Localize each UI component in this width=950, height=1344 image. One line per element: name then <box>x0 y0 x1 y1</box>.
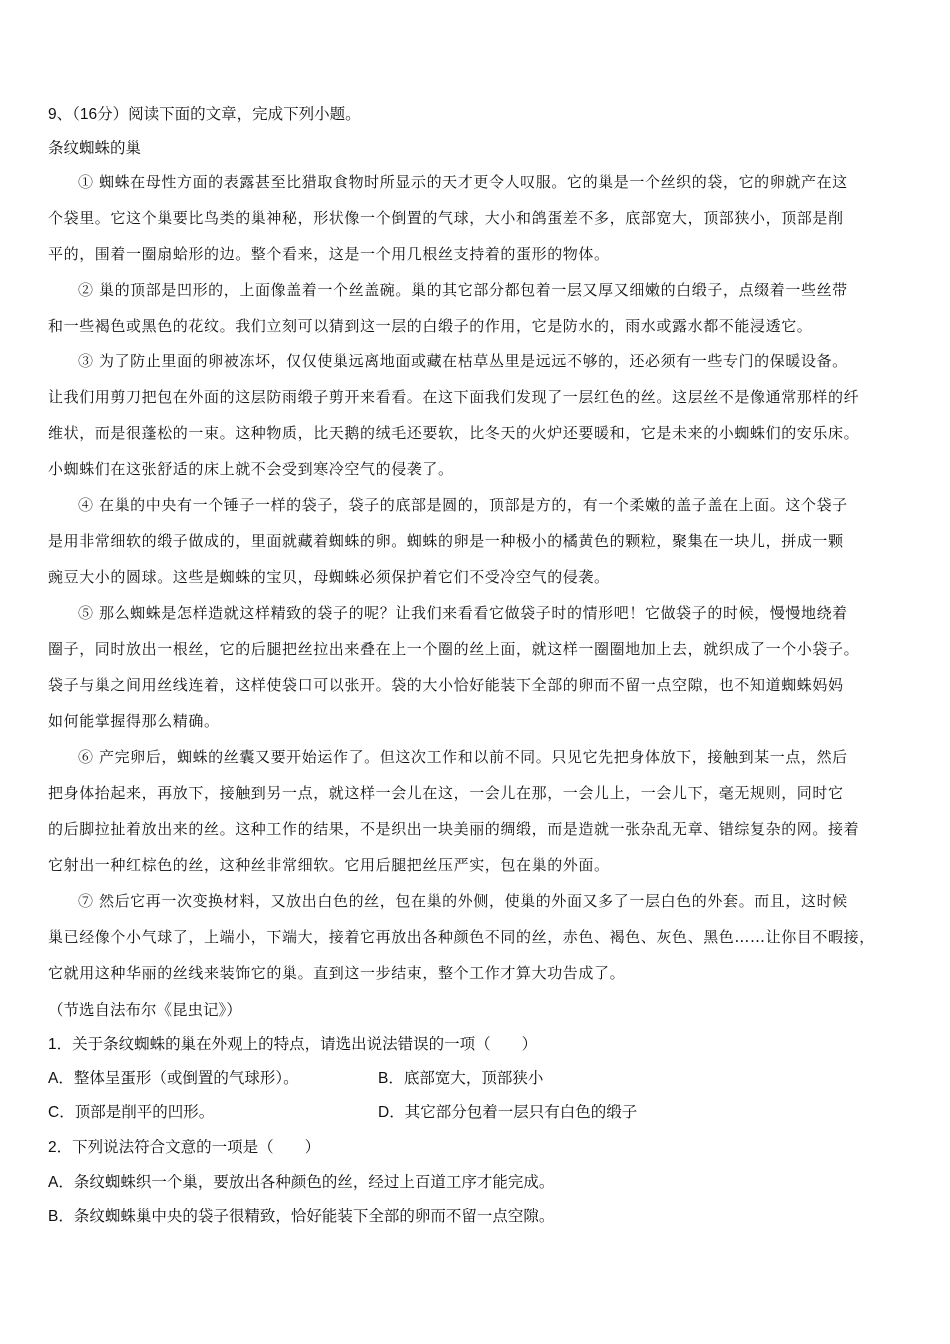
article-line: 和一些褐色或黑色的花纹。我们立刻可以猜到这一层的白缎子的作用，它是防水的，雨水或露水都不能浸透它。 <box>48 317 813 335</box>
article-line: 平的，围着一圈扇蛤形的边。整个看来，这是一个用几根丝支持着的蛋形的物体。 <box>48 245 610 263</box>
question-1-option-b: B．底部宽大，顶部狭小 <box>378 1070 544 1087</box>
article-line: 圈子，同时放出一根丝，它的后腿把丝拉出来叠在上一个圈的丝上面，就这样一圈圈地加上去，就织成了一个小袋子。 <box>48 640 860 658</box>
article-line: 它就用这种华丽的丝线来装饰它的巢。直到这一步结束，整个工作才算大功告成了。 <box>48 964 626 982</box>
question-1-option-a: A．整体呈蛋形（或倒置的气球形）。 <box>48 1070 299 1087</box>
article-line: ⑤ 那么蜘蛛是怎样造就这样精致的袋子的呢？让我们来看看它做袋子时的情形吧！它做袋子的时候，慢慢地绕着 <box>78 604 848 622</box>
article-line: ④ 在巢的中央有一个锤子一样的袋子，袋子的底部是圆的，顶部是方的，有一个柔嫩的盖子盖在上面。这个袋子 <box>78 496 848 514</box>
article-line: 巢已经像个小气球了，上端小，下端大，接着它再放出各种颜色不同的丝，赤色、褐色、灰色、黑色……让你目不暇接， <box>48 928 875 946</box>
article-line: 如何能掌握得那么精确。 <box>48 712 220 730</box>
question-1-stem: 1．关于条纹蜘蛛的巢在外观上的特点，请选出说法错误的一项（ ） <box>48 1036 538 1053</box>
question-2-option-a: A．条纹蜘蛛织一个巢，要放出各种颜色的丝，经过上百道工序才能完成。 <box>48 1174 555 1191</box>
article-line: 它射出一种红棕色的丝，这种丝非常细软。它用后腿把丝压严实，包在巢的外面。 <box>48 856 610 874</box>
article-line: ③ 为了防止里面的卵被冻坏，仅仅使巢远离地面或藏在枯草丛里是远远不够的，还必须有一些专门的保暖设备。 <box>78 352 848 370</box>
article-line: 个袋里。它这个巢要比鸟类的巢神秘，形状像一个倒置的气球，大小和鸽蛋差不多，底部宽大，顶部狭小，顶部是削 <box>48 209 844 227</box>
article-line: 的后脚拉扯着放出来的丝。这种工作的结果，不是织出一块美丽的绸缎，而是造就一张杂乱无章、错综复杂的网。接着 <box>48 820 860 838</box>
article-line: ⑦ 然后它再一次变换材料，又放出白色的丝，包在巢的外侧，使巢的外面又多了一层白色的外套。而且，这时候 <box>78 892 848 910</box>
article-line: 维状，而是很蓬松的一束。这种物质，比天鹅的绒毛还要软，比冬天的火炉还要暖和，它是未来的小蜘蛛们的安乐床。 <box>48 424 860 442</box>
article-line: ① 蜘蛛在母性方面的表露甚至比猎取食物时所显示的天才更令人叹服。它的巢是一个丝织的袋，它的卵就产在这 <box>78 173 848 191</box>
question-2-stem: 2．下列说法符合文意的一项是（ ） <box>48 1139 321 1156</box>
article-line: 小蜘蛛们在这张舒适的床上就不会受到寒冷空气的侵袭了。 <box>48 460 454 478</box>
article-line: 豌豆大小的圆球。这些是蜘蛛的宝贝，母蜘蛛必须保护着它们不受冷空气的侵袭。 <box>48 568 610 586</box>
article-line: 把身体抬起来，再放下，接触到另一点，就这样一会儿在这，一会儿在那，一会儿上，一会儿下，毫无规则，同时它 <box>48 784 844 802</box>
article-line: 是用非常细软的缎子做成的，里面就藏着蜘蛛的卵。蜘蛛的卵是一种极小的橘黄色的颗粒，聚集在一块儿，拼成一颗 <box>48 532 844 550</box>
article-line: ⑥ 产完卵后，蜘蛛的丝囊又要开始运作了。但这次工作和以前不同。只见它先把身体放下，接触到某一点，然后 <box>78 748 848 766</box>
article-source: （节选自法布尔《昆虫记》） <box>48 1002 242 1019</box>
question-header: 9、（16分）阅读下面的文章，完成下列小题。 <box>48 106 361 123</box>
article-line: ② 巢的顶部是凹形的，上面像盖着一个丝盖碗。巢的其它部分都包着一层又厚又细嫩的白缎子，点缀着一些丝带 <box>78 281 848 299</box>
question-1-option-c: C．顶部是削平的凹形。 <box>48 1104 215 1121</box>
question-1-option-d: D．其它部分包着一层只有白色的缎子 <box>378 1104 638 1121</box>
article-line: 袋子与巢之间用丝线连着，这样使袋口可以张开。袋的大小恰好能装下全部的卵而不留一点空隙，也不知道蜘蛛妈妈 <box>48 676 844 694</box>
article-title: 条纹蜘蛛的巢 <box>48 140 142 157</box>
question-2-option-b: B．条纹蜘蛛巢中央的袋子很精致，恰好能装下全部的卵而不留一点空隙。 <box>48 1208 555 1225</box>
article-line: 让我们用剪刀把包在外面的这层防雨缎子剪开来看看。在这下面我们发现了一层红色的丝。这层丝不是像通常那样的纤 <box>48 388 860 406</box>
